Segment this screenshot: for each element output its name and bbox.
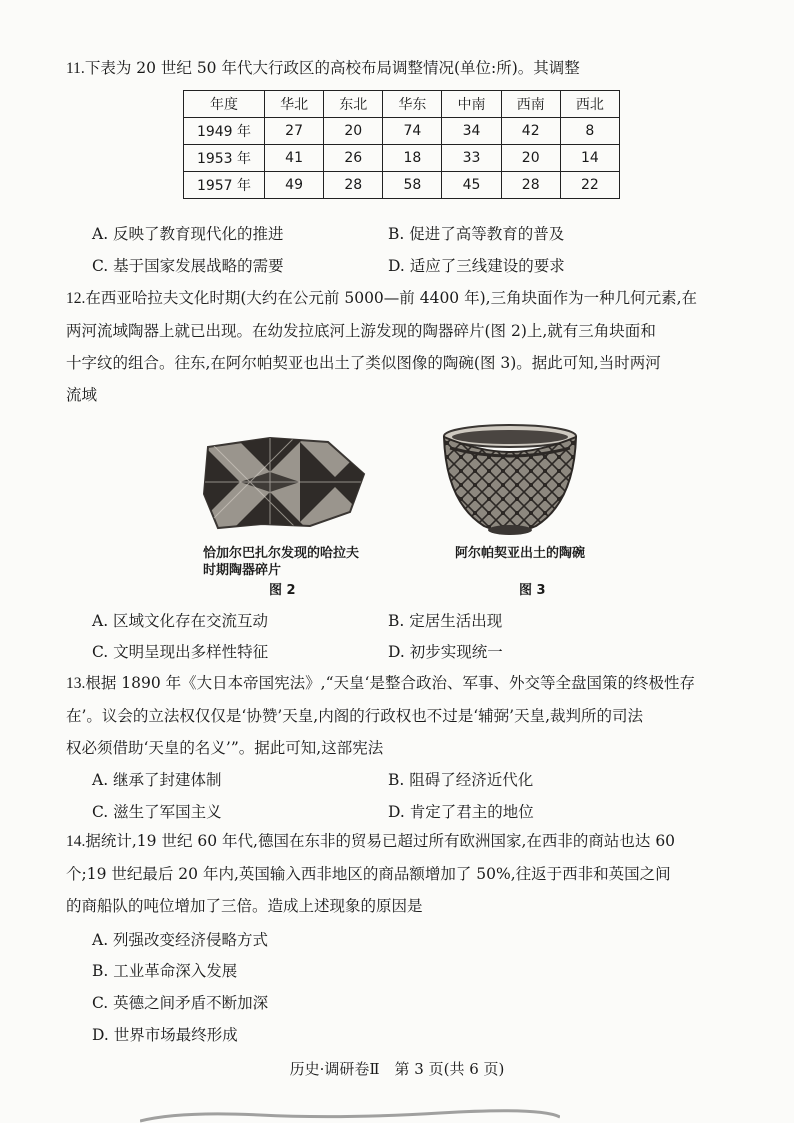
question-11 bbox=[66, 52, 726, 85]
question-14 bbox=[66, 825, 726, 922]
question-number: 13. bbox=[66, 675, 86, 692]
question-stem-line: 的商船队的吨位增加了三倍。造成上述现象的原因是 bbox=[66, 897, 423, 915]
question-stem-line: 在西亚哈拉夫文化时期(大约在公元前 5000—前 4400 年),三角块面作为一种几何元素,在 bbox=[85, 289, 697, 307]
table-cell: 1949 年 bbox=[184, 118, 265, 145]
table-cell: 58 bbox=[383, 172, 442, 199]
table-cell: 14 bbox=[560, 145, 619, 172]
question-stem-line: 个;19 世纪最后 20 年内,英国输入西非地区的商品额增加了 50%,往返于西非和英国之间 bbox=[66, 865, 671, 883]
figure-3-caption: 阿尔帕契亚出土的陶碗 bbox=[455, 546, 586, 561]
caption-line: 时期陶器碎片 bbox=[203, 563, 282, 578]
table-cell: 49 bbox=[265, 172, 324, 199]
option-a[interactable]: A. 继承了封建体制 bbox=[92, 771, 222, 789]
header-cell: 中南 bbox=[442, 91, 501, 118]
figure-2-label: 图 2 bbox=[269, 583, 296, 598]
table-cell: 8 bbox=[560, 118, 619, 145]
question-number: 11. bbox=[66, 60, 85, 77]
pottery-bowl-image bbox=[440, 422, 580, 540]
q13-options-row-2 bbox=[92, 797, 712, 827]
table-cell: 26 bbox=[324, 145, 383, 172]
table-cell: 22 bbox=[560, 172, 619, 199]
table-cell: 74 bbox=[383, 118, 442, 145]
option-a[interactable]: A. 反映了教育现代化的推进 bbox=[92, 225, 284, 243]
q11-options-row-2 bbox=[92, 251, 712, 281]
header-cell: 西南 bbox=[501, 91, 560, 118]
question-number: 14. bbox=[66, 833, 86, 850]
header-cell: 年度 bbox=[184, 91, 265, 118]
question-stem-line: 在’。议会的立法权仅仅是‘协赞’天皇,内阁的行政权也不过是‘辅弼’天皇,裁判所的司法 bbox=[66, 707, 643, 725]
option-b[interactable]: B. 工业革命深入发展 bbox=[92, 962, 238, 980]
table-cell: 34 bbox=[442, 118, 501, 145]
table-cell: 1953 年 bbox=[184, 145, 265, 172]
q12-options-row-2 bbox=[92, 637, 712, 667]
table-cell: 18 bbox=[383, 145, 442, 172]
question-stem-line: 根据 1890 年《大日本帝国宪法》,“天皇‘是整合政治、军事、外交等全盘国策的终极性存 bbox=[85, 674, 695, 692]
q13-options-row-1 bbox=[92, 765, 712, 795]
option-b[interactable]: B. 定居生活出现 bbox=[388, 612, 503, 630]
header-cell: 西北 bbox=[560, 91, 619, 118]
question-stem-line: 权必须借助‘天皇的名义’”。据此可知,这部宪法 bbox=[66, 739, 384, 757]
header-cell: 东北 bbox=[324, 91, 383, 118]
table-row bbox=[184, 145, 620, 172]
figure-3-label: 图 3 bbox=[519, 583, 546, 598]
table-cell: 45 bbox=[442, 172, 501, 199]
table-row bbox=[184, 172, 620, 199]
option-a[interactable]: A. 列强改变经济侵略方式 bbox=[92, 931, 269, 949]
table-header-row bbox=[184, 91, 620, 118]
pottery-shard-image bbox=[200, 432, 370, 532]
option-d[interactable]: D. 肯定了君主的地位 bbox=[388, 803, 534, 821]
table-row bbox=[184, 118, 620, 145]
table-cell: 20 bbox=[501, 145, 560, 172]
question-stem: 下表为 20 世纪 50 年代大行政区的高校布局调整情况(单位:所)。其调整 bbox=[84, 59, 580, 77]
table-cell: 42 bbox=[501, 118, 560, 145]
college-distribution-table bbox=[183, 90, 620, 199]
table-cell: 28 bbox=[501, 172, 560, 199]
table-cell: 27 bbox=[265, 118, 324, 145]
question-12 bbox=[66, 282, 726, 411]
table-cell: 1957 年 bbox=[184, 172, 265, 199]
option-b[interactable]: B. 促进了高等教育的普及 bbox=[388, 225, 565, 243]
q12-options-row-1 bbox=[92, 606, 712, 636]
option-c[interactable]: C. 英德之间矛盾不断加深 bbox=[92, 994, 269, 1012]
option-c[interactable]: C. 文明呈现出多样性特征 bbox=[92, 643, 269, 661]
question-number: 12. bbox=[66, 290, 86, 307]
question-stem-line: 十字纹的组合。往东,在阿尔帕契亚也出土了类似图像的陶碗(图 3)。据此可知,当时两河 bbox=[66, 354, 661, 372]
table-cell: 33 bbox=[442, 145, 501, 172]
figure-2-caption bbox=[203, 545, 359, 579]
header-cell: 华东 bbox=[383, 91, 442, 118]
q11-options-row-1 bbox=[92, 219, 712, 249]
option-d[interactable]: D. 适应了三线建设的要求 bbox=[388, 257, 565, 275]
option-c[interactable]: C. 基于国家发展战略的需要 bbox=[92, 257, 284, 275]
caption-line: 恰加尔巴扎尔发现的哈拉夫 bbox=[203, 546, 360, 561]
option-d[interactable]: D. 世界市场最终形成 bbox=[92, 1026, 238, 1044]
option-a[interactable]: A. 区域文化存在交流互动 bbox=[92, 612, 269, 630]
question-stem-line: 流域 bbox=[66, 386, 98, 404]
option-d[interactable]: D. 初步实现统一 bbox=[388, 643, 503, 661]
header-cell: 华北 bbox=[265, 91, 324, 118]
table-cell: 20 bbox=[324, 118, 383, 145]
option-c[interactable]: C. 滋生了军国主义 bbox=[92, 803, 222, 821]
table-cell: 41 bbox=[265, 145, 324, 172]
option-b[interactable]: B. 阻碍了经济近代化 bbox=[388, 771, 534, 789]
question-stem-line: 两河流域陶器上就已出现。在幼发拉底河上游发现的陶器碎片(图 2)上,就有三角块面和 bbox=[66, 322, 656, 340]
scan-smudge bbox=[140, 1105, 560, 1123]
page-footer: 历史·调研卷Ⅱ 第 3 页(共 6 页) bbox=[289, 1060, 505, 1078]
question-13 bbox=[66, 667, 726, 764]
question-stem-line: 据统计,19 世纪 60 年代,德国在东非的贸易已超过所有欧洲国家,在西非的商站也达 60 bbox=[85, 832, 676, 850]
table-cell: 28 bbox=[324, 172, 383, 199]
